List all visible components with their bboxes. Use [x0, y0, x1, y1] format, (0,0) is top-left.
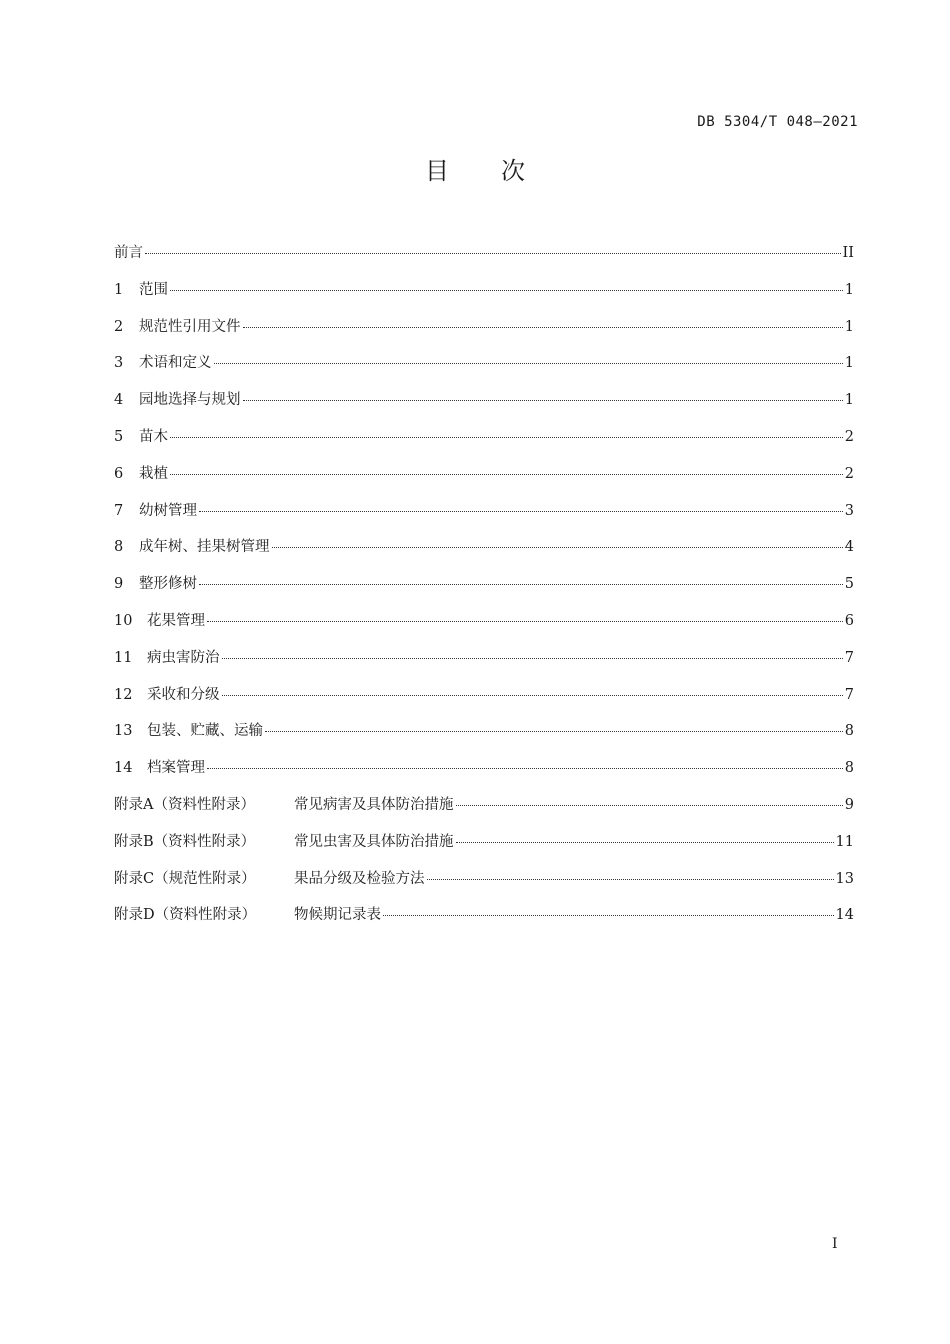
- dot-leader: [222, 658, 843, 659]
- toc-entry-title: 园地选择与规划: [139, 392, 241, 409]
- dot-leader: [170, 437, 843, 438]
- toc-entry-page: 1: [844, 392, 854, 409]
- toc-entry-title: 术语和定义: [139, 355, 212, 372]
- toc-entry-13[interactable]: [114, 719, 860, 756]
- dot-leader: [214, 363, 843, 364]
- toc-entry-title: 常见虫害及具体防治措施: [294, 833, 454, 850]
- toc-entry-page: 1: [844, 281, 854, 298]
- toc-entry-page: 2: [844, 465, 854, 482]
- toc-entry-number: 9: [114, 576, 124, 593]
- toc-entry-number: 5: [114, 428, 124, 445]
- toc-entry-title: 包装、贮藏、运输: [147, 723, 263, 740]
- toc-entry-6[interactable]: [114, 462, 860, 499]
- toc-entry-1[interactable]: [114, 278, 860, 315]
- dot-leader: [199, 511, 843, 512]
- toc-entry-title: 规范性引用文件: [139, 318, 241, 335]
- toc-entry-7[interactable]: [114, 499, 860, 536]
- dot-leader: [222, 695, 843, 696]
- toc-entry-number: 14: [114, 760, 133, 777]
- dot-leader: [456, 842, 834, 843]
- toc-entry-number: 附录D（资料性附录）: [114, 907, 257, 924]
- toc-entry-appendix-b[interactable]: [114, 830, 860, 867]
- dot-leader: [265, 731, 843, 732]
- dot-leader: [207, 621, 843, 622]
- dot-leader: [427, 879, 834, 880]
- dot-leader: [199, 584, 843, 585]
- toc-entry-12[interactable]: [114, 683, 860, 720]
- toc-entry-14[interactable]: [114, 756, 860, 793]
- dot-leader: [243, 400, 843, 401]
- toc-entry-page: 2: [844, 428, 854, 445]
- toc-entry-2[interactable]: [114, 315, 860, 352]
- dot-leader: [243, 327, 843, 328]
- dot-leader: [170, 474, 843, 475]
- dot-leader: [456, 805, 843, 806]
- toc-entry-page: 5: [844, 576, 854, 593]
- toc-entry-page: 8: [844, 760, 854, 777]
- toc-entry-page: 14: [835, 907, 854, 924]
- dot-leader: [170, 290, 843, 291]
- toc-entry-number: 13: [114, 723, 133, 740]
- toc-entry-title: 档案管理: [147, 760, 205, 777]
- page-number: I: [832, 1236, 838, 1252]
- toc-entry-number: 6: [114, 465, 124, 482]
- toc-entry-11[interactable]: [114, 646, 860, 683]
- toc-entry-title: 采收和分级: [147, 686, 220, 703]
- toc-entry-appendix-a[interactable]: [114, 793, 860, 830]
- toc-entry-page: 3: [844, 502, 854, 519]
- toc-entry-appendix-c[interactable]: [114, 867, 860, 904]
- toc-entry-number: 附录C（规范性附录）: [114, 870, 256, 887]
- toc-entry-page: 6: [844, 612, 854, 629]
- toc-entry-title: 苗木: [139, 428, 168, 445]
- toc-entry-title: 果品分级及检验方法: [294, 870, 425, 887]
- toc-entry-title: 病虫害防治: [147, 649, 220, 666]
- toc-entry-title: 常见病害及具体防治措施: [294, 796, 454, 813]
- toc-entry-page: 11: [835, 833, 854, 850]
- page-title: 目次: [425, 157, 577, 185]
- dot-leader: [145, 253, 841, 254]
- toc-entry-title: 整形修树: [139, 576, 197, 593]
- toc-entry-page: 8: [844, 723, 854, 740]
- toc-entry-page: 7: [844, 686, 854, 703]
- toc-entry-number: 2: [114, 318, 124, 335]
- dot-leader: [272, 547, 843, 548]
- toc-entry-foreword[interactable]: [114, 241, 860, 278]
- toc-entry-number: 4: [114, 392, 124, 409]
- toc-entry-page: 1: [844, 355, 854, 372]
- toc-entry-title: 成年树、挂果树管理: [139, 539, 270, 556]
- toc-entry-number: 8: [114, 539, 124, 556]
- toc-entry-number: 7: [114, 502, 124, 519]
- toc-entry-title: 范围: [139, 281, 168, 298]
- toc-entry-10[interactable]: [114, 609, 860, 646]
- toc-entry-9[interactable]: [114, 572, 860, 609]
- toc-entry-4[interactable]: [114, 388, 860, 425]
- toc-entry-title: 幼树管理: [139, 502, 197, 519]
- toc-entry-page: 1: [844, 318, 854, 335]
- toc-entry-title: 栽植: [139, 465, 168, 482]
- toc-entry-5[interactable]: [114, 425, 860, 462]
- dot-leader: [383, 915, 834, 916]
- toc-entry-number: 附录A（资料性附录）: [114, 796, 255, 813]
- toc-entry-number: 3: [114, 355, 124, 372]
- toc-entry-page: 13: [835, 870, 854, 887]
- toc-entry-page: 4: [844, 539, 854, 556]
- toc-entry-8[interactable]: [114, 535, 860, 572]
- toc-entry-page: II: [842, 245, 854, 261]
- toc-entry-page: 9: [844, 796, 854, 813]
- toc-entry-number: 12: [114, 686, 133, 703]
- toc-entry-title: 花果管理: [147, 612, 205, 629]
- toc-entry-number: 11: [114, 649, 133, 666]
- toc-entry-appendix-d[interactable]: [114, 903, 860, 940]
- document-code: DB 5304/T 048—2021: [697, 114, 858, 130]
- toc-entry-number: 10: [114, 612, 133, 629]
- toc-entry-number: 附录B（资料性附录）: [114, 833, 256, 850]
- toc-entry-3[interactable]: [114, 351, 860, 388]
- toc-entry-page: 7: [844, 649, 854, 666]
- toc-entry-title: 前言: [114, 245, 143, 261]
- table-of-contents: [114, 241, 860, 940]
- toc-entry-title: 物候期记录表: [294, 907, 381, 924]
- toc-entry-number: 1: [114, 281, 124, 298]
- dot-leader: [207, 768, 843, 769]
